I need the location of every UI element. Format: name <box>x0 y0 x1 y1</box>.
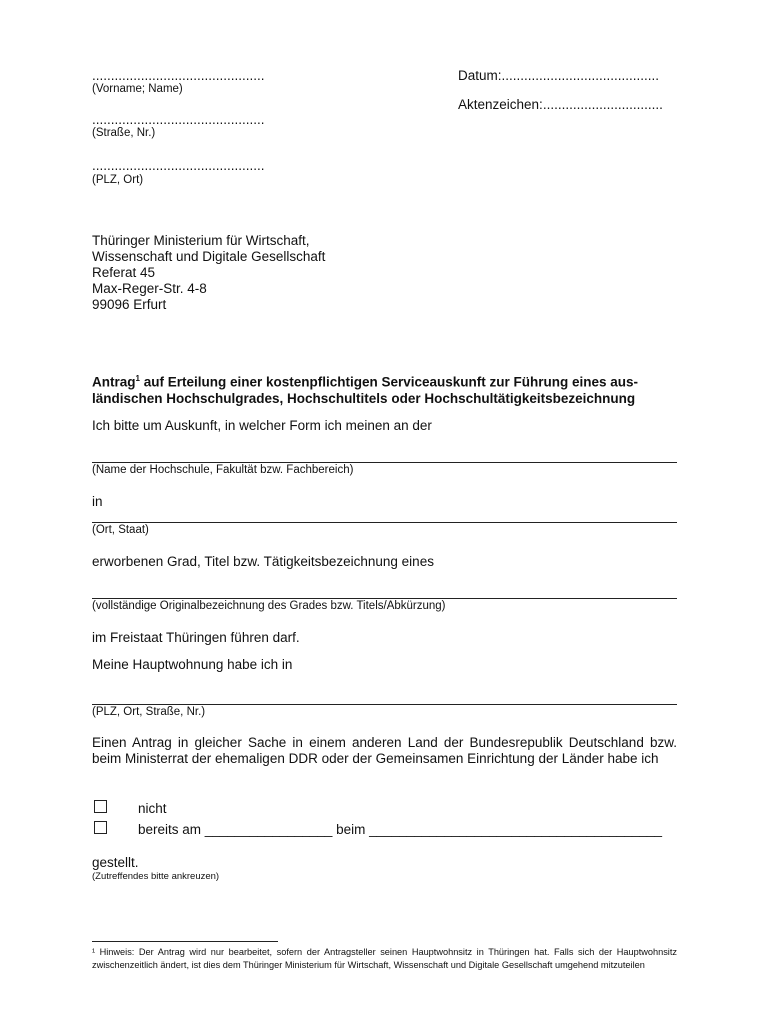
option-already-label[interactable]: bereits am _________________ beim _______________________________________ <box>138 822 662 837</box>
university-input-line[interactable] <box>92 462 677 463</box>
sender-street-label: (Straße, Nr.) <box>92 127 156 139</box>
tick-hint: (Zutreffendes bitte ankreuzen) <box>92 871 220 882</box>
recipient-line: Thüringer Ministerium für Wirtschaft, <box>92 233 310 248</box>
sender-city-label: (PLZ, Ort) <box>92 174 144 186</box>
recipient-line: Referat 45 <box>92 265 156 280</box>
recipient-line: Wissenschaft und Digitale Gesellschaft <box>92 249 326 264</box>
degree-label: (vollständige Originalbezeichnung des Grades bzw. Titels/Abkürzung) <box>92 600 446 612</box>
recipient-line: Max-Reger-Str. 4-8 <box>92 281 207 296</box>
option-not-checkbox[interactable] <box>94 800 107 813</box>
place-label: (Ort, Staat) <box>92 524 149 536</box>
place-input-line[interactable] <box>92 522 677 523</box>
option-not-label: nicht <box>138 801 167 816</box>
sender-name-label: (Vorname; Name) <box>92 83 183 95</box>
heading-line-1 <box>92 371 638 391</box>
footnote-text: ¹ Hinweis: Der Antrag wird nur bearbeitet, sofern der Antragsteller seinen Hauptwohnsitz in Thüringen hat. Falls sich der Hauptwohnsitz zwischenzeitlich ändert, ist dies dem Thüringer Ministerium für Wirtschaft, Wissenschaft und Digitale Gesellschaft umgehend mitzuteilen <box>92 947 677 970</box>
university-label: (Name der Hochschule, Fakultät bzw. Fachbereich) <box>92 464 354 476</box>
sender-street-field[interactable]: .............................................. <box>92 112 265 127</box>
footnote-separator <box>92 941 278 942</box>
filed-text: gestellt. <box>92 855 139 870</box>
heading-line-1-rest: auf Erteilung einer kostenpflichtigen Serviceauskunft zur Führung eines aus- <box>139 374 639 390</box>
date-label: Datum: <box>458 68 502 83</box>
residence-text: Meine Hauptwohnung habe ich in <box>92 657 293 672</box>
in-text: in <box>92 494 103 509</box>
recipient-address <box>92 233 325 313</box>
form-heading <box>92 371 638 407</box>
recipient-line: 99096 Erfurt <box>92 297 167 312</box>
date-field[interactable]: .......................................... <box>501 68 660 83</box>
reference-row <box>458 97 663 112</box>
sender-name-field[interactable]: .............................................. <box>92 68 265 83</box>
reference-label: Aktenzeichen: <box>458 97 543 112</box>
thuringia-text: im Freistaat Thüringen führen darf. <box>92 630 300 645</box>
footnote-marker: 1 <box>135 374 140 383</box>
residence-label: (PLZ, Ort, Straße, Nr.) <box>92 706 206 718</box>
date-row <box>458 68 659 83</box>
prior-application-text: Einen Antrag in gleicher Sache in einem anderen Land der Bundesrepublik Deutschland bzw. beim Ministerrat der ehemaligen DDR oder der Gemeinsamen Einrichtung der Länder habe ich <box>92 735 677 766</box>
residence-input-line[interactable] <box>92 704 677 705</box>
intro-text: Ich bitte um Auskunft, in welcher Form ich meinen an der <box>92 418 432 433</box>
heading-line-2: ländischen Hochschulgrades, Hochschultitels oder Hochschultätigkeitsbezeichnung <box>92 390 636 406</box>
reference-field[interactable]: ................................ <box>542 97 663 112</box>
option-already-checkbox[interactable] <box>94 821 107 834</box>
heading-word: Antrag <box>92 374 136 390</box>
sender-city-field[interactable]: .............................................. <box>92 158 265 173</box>
degree-input-line[interactable] <box>92 598 677 599</box>
degree-text: erworbenen Grad, Titel bzw. Tätigkeitsbezeichnung eines <box>92 554 434 569</box>
